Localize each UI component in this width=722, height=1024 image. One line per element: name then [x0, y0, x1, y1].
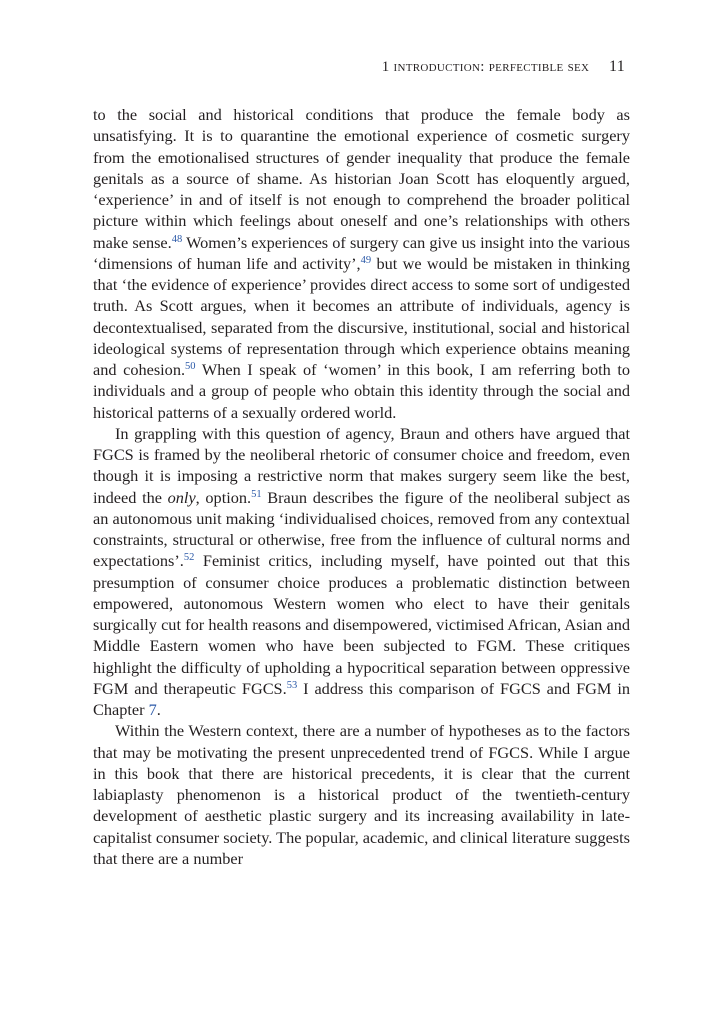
footnote-ref-51[interactable]: 51 [251, 488, 262, 500]
text-run: Women’s experiences of surgery can give us insight into the various ‘dimensions of human life and activity’, [93, 232, 630, 273]
text-run: to the social and historical conditions that produce the female body as unsatisfying. It is to quarantine the emotional experience of cosmetic surgery from the emotionalised structures of gender inequality that produce the female genitals as a source of shame. As historian Joan Scott has eloquently argued, ‘experience’ in and of itself is not enough to comprehend the broader political picture within which feelings about oneself and one’s relationships with others make sense. [93, 105, 630, 252]
paragraph-2 [93, 423, 630, 721]
running-head-chapter: 1 introduction: perfectible sex [381, 59, 590, 75]
text-run: I address this comparison of FGCS and FGM in Chapter [93, 678, 630, 719]
text-run: When I speak of ‘women’ in this book, I am referring both to individuals and a group of people who obtain this identity through the social and historical patterns of a sexually ordered world. [93, 360, 630, 422]
paragraph-3 [93, 720, 630, 869]
chapter-7-link[interactable]: 7 [148, 700, 157, 719]
text-run: , option. [195, 487, 252, 507]
page-number: 11 [608, 58, 625, 75]
body-text [93, 104, 630, 869]
paragraph-1 [93, 104, 630, 423]
footnote-ref-53[interactable]: 53 [286, 679, 298, 691]
footnote-ref-50[interactable]: 50 [185, 361, 196, 372]
text-run: Feminist critics, including myself, have pointed out that this presumption of consumer choice produces a problematic distinction between empowered, autonomous Western women who elect to have their genitals surgically cut for health reasons and disempowered, victimised African, Asian and Middle Eastern women who have been subjected to FGM. These critiques highlight the difficulty of upholding a hypocritical separation between oppressive FGM and therapeutic FGCS. [93, 551, 630, 698]
footnote-ref-49[interactable]: 49 [360, 254, 372, 266]
text-run: but we would be mistaken in thinking that ‘the evidence of experience’ provides direct access to some sort of undigested truth. As Scott argues, when it becomes an attribute of individuals, agency is decontextualised, separated from the discursive, institutional, social and historical ideological systems of representation through which experience obtains meaning and cohesion. [93, 253, 631, 379]
footnote-ref-52[interactable]: 52 [183, 552, 195, 564]
text-run: Braun describes the figure of the neoliberal subject as an autonomous unit making ‘individualised choices, removed from any contextual constraints, structural or otherwise, free from the influence of cultural norms and expectations’. [93, 487, 630, 571]
emphasis-only: only [167, 487, 196, 507]
text-run: In grappling with this question of agency, Braun and others have argued that FGCS is framed by the neoliberal rhetoric of consumer choice and freedom, even though it is imposing a restrictive norm that makes surgery seem like the best, indeed the [93, 423, 630, 507]
text-run: . [156, 700, 161, 719]
running-head [382, 58, 625, 76]
text-run: Within the Western context, there are a number of hypotheses as to the factors that may be motivating the present unprecedented trend of FGCS. While I argue in this book that there are historical precedents, it is clear that the current labiaplasty phenomenon is a historical product of the twentieth-century development of aesthetic plastic surgery and its increasing availability in late-capitalist consumer society. The popular, academic, and clinical literature suggests that there are a number [93, 721, 630, 868]
footnote-ref-48[interactable]: 48 [171, 233, 183, 245]
